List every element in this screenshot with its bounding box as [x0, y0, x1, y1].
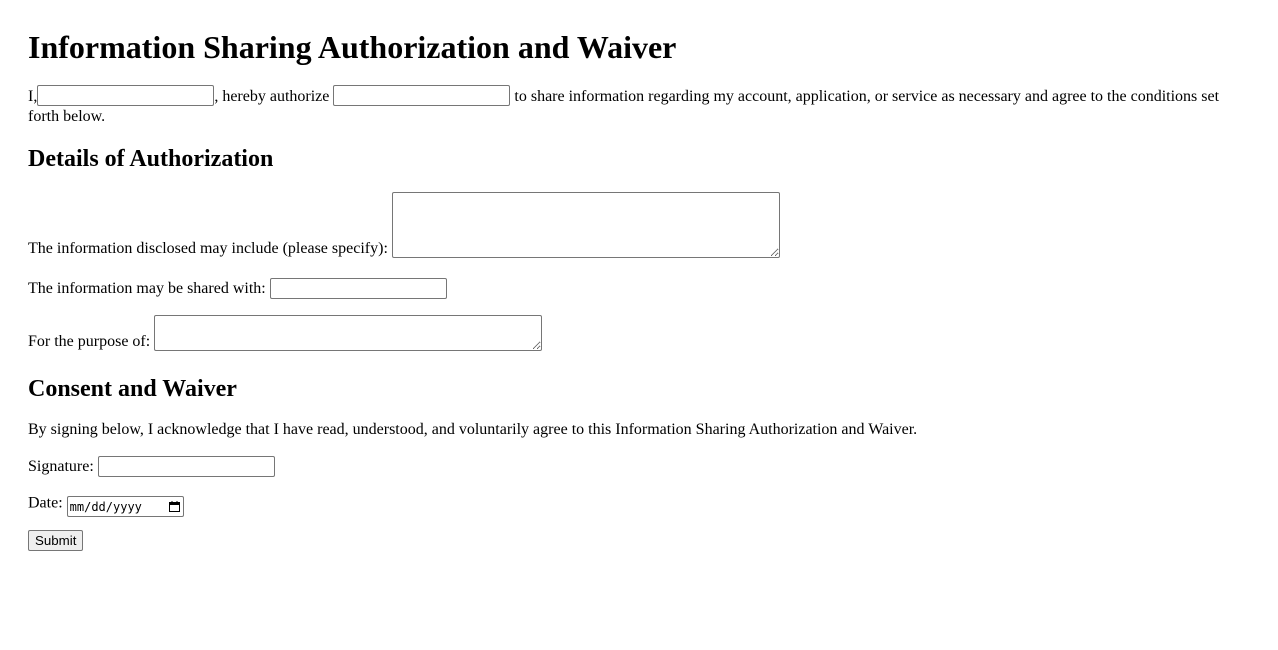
- date-placeholder: mm/dd/yyyy: [69, 499, 142, 514]
- intro-prefix: I,: [28, 88, 38, 105]
- details-heading: Details of Authorization: [28, 146, 274, 172]
- signature-row: [28, 456, 275, 477]
- shared-with-label: The information may be shared with:: [28, 280, 266, 297]
- purpose-textarea[interactable]: [154, 315, 542, 351]
- intro-suffix: to share information regarding my account, application, or service as necessary and agree to the conditions set forth below.: [28, 88, 1220, 125]
- consent-statement: By signing below, I acknowledge that I have read, understood, and voluntarily agree to this Information Sharing Authorization and Waiver.: [28, 421, 918, 438]
- page-title: Information Sharing Authorization and Waiver: [28, 29, 677, 65]
- purpose-row: [28, 315, 542, 351]
- shared-with-input[interactable]: [270, 278, 447, 299]
- info-disclosed-textarea[interactable]: [392, 192, 780, 258]
- date-row: [28, 493, 184, 514]
- intro-paragraph: [28, 86, 1238, 127]
- calendar-icon[interactable]: [169, 501, 180, 512]
- info-disclosed-label: The information disclosed may include (please specify):: [28, 240, 388, 257]
- date-input[interactable]: [67, 496, 184, 517]
- consent-heading: Consent and Waiver: [28, 376, 237, 402]
- info-disclosed-row: [28, 192, 780, 258]
- signature-input[interactable]: [98, 456, 275, 477]
- authorized-party-input[interactable]: [333, 85, 510, 106]
- name-input[interactable]: [37, 85, 214, 106]
- shared-with-row: [28, 278, 447, 299]
- submit-button[interactable]: Submit: [28, 530, 83, 551]
- date-label: Date:: [28, 494, 63, 512]
- signature-label: Signature:: [28, 458, 94, 475]
- purpose-label: For the purpose of:: [28, 333, 151, 350]
- intro-middle: , hereby authorize: [214, 88, 330, 105]
